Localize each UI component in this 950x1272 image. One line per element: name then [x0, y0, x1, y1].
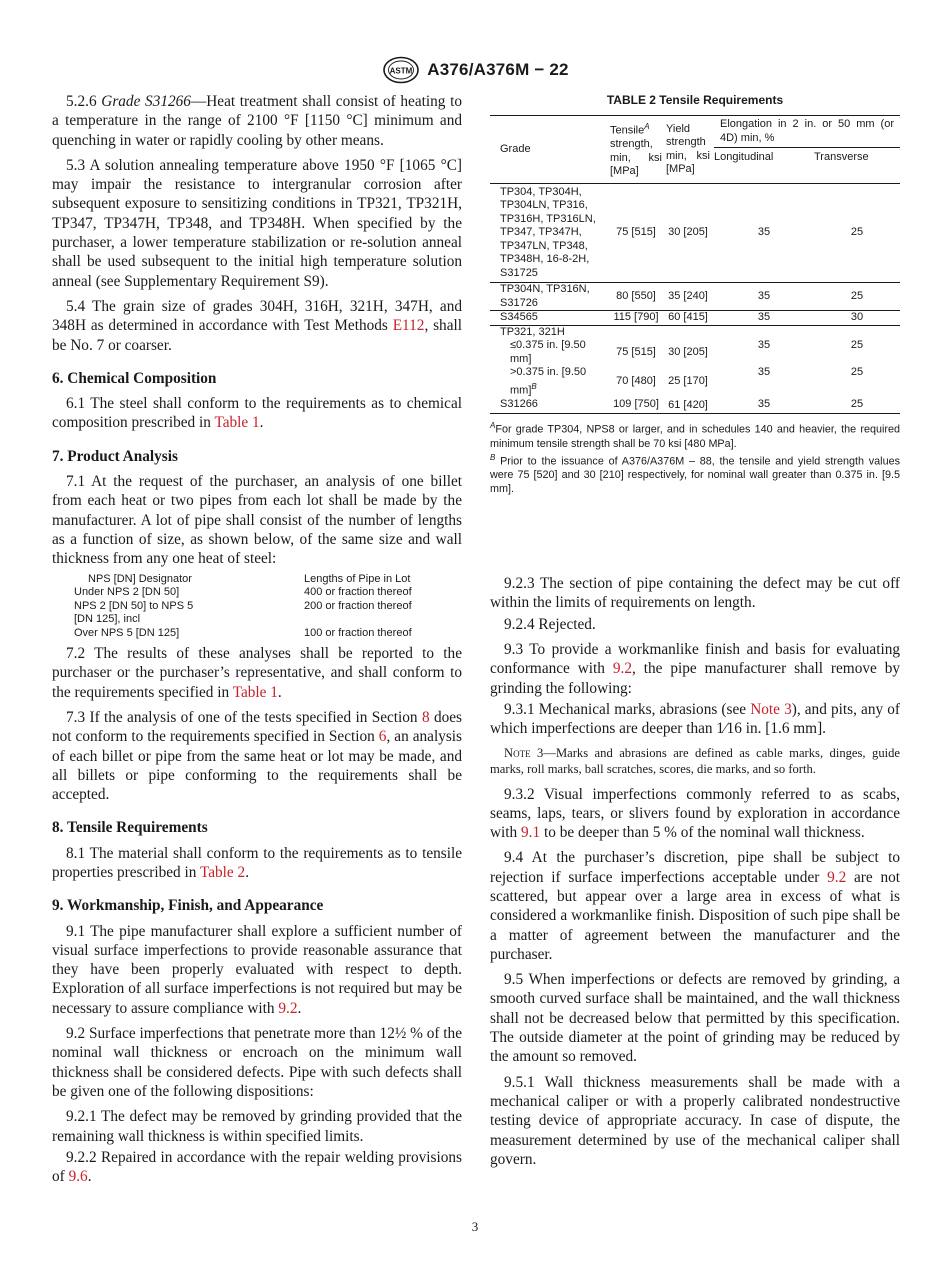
note-3: Note 3—Marks and abrasions are defined as cable marks, dinges, guide marks, roll marks, ball scratches, scores, die marks, and so forth.: [490, 745, 900, 776]
table-row: >0.375 in. [9.50 mm]$^B$ 70 [480] 25 [170] 35 25: [510, 366, 864, 397]
para-9-5-1: 9.5.1 Wall thickness measurements shall be made with a mechanical caliper or with a properly calibrated nondestructive testing device of appropriate accuracy. In case of dispute, the measurement determined by use of the mechanical caliper shall govern.: [490, 1073, 900, 1168]
table-row: Over NPS 5 [DN 125] 100 or fraction thereof: [74, 626, 412, 639]
para-6-1: 6.1 The steel shall conform to the requirements as to chemical composition prescribed in Table 1.: [52, 395, 462, 432]
ref-section-8-link[interactable]: 8: [421, 708, 430, 726]
page-header: [0, 56, 950, 84]
col-elongation-header: Elongation in 2 in. or 50 mm (or 4D) min, %: [714, 116, 900, 148]
para-7-2: 7.2 The results of these analyses shall be reported to the purchaser or the purchaser’s representative, and shall conform to the requirements specified in Table 1.: [52, 645, 462, 701]
ref-note-3-link[interactable]: Note 3: [750, 700, 792, 718]
para-7-3: 7.3 If the analysis of one of the tests specified in Section 8 does not conform to the requirements specified in Section 6, an analysis of each billet or pipe from the same heat or lot may be made, and all billets or pipe conforming to the requirements shall be accepted.: [52, 708, 462, 804]
table-row: [DN 125], incl: [74, 613, 141, 626]
astm-logo-text: ASTM: [389, 66, 413, 76]
para-9-5: 9.5 When imperfections or defects are removed by grinding, a smooth curved surface shall be maintained, and the wall thickness shall not be decreased below that permitted by this specification. The outside diameter at the point of grinding may be reduced by the amount so removed.: [490, 971, 900, 1066]
para-9-4: 9.4 At the purchaser’s discretion, pipe shall be subject to rejection if surface imperfections acceptable under 9.2 are not scattered, but appear over a large area in excess of what is considered a workmanlike finish. Disposition of such pipe shall be a matter of agreement between the manufacturer and the purchaser.: [490, 849, 900, 963]
para-9-2-1: 9.2.1 The defect may be removed by grinding provided that the remaining wall thickness is within specified limits.: [52, 1108, 462, 1145]
para-9-3-1: 9.3.1 Mechanical marks, abrasions (see Note 3), and pits, any of which imperfections are deeper than 1⁄16 in. [1.6 mm].: [490, 700, 900, 738]
table-header-row: [490, 116, 900, 148]
col-tensile-header: Tensile$^A$ strength, min, ksi [MPa]: [610, 116, 662, 184]
para-5-4: 5.4 The grain size of grades 304H, 316H, 321H, 347H, and 348H as determined in accordance with Test Methods E112, shall be No. 7 or coarser.: [52, 297, 462, 354]
col-transverse-header: Transverse: [814, 148, 900, 184]
table-footnote-b: $^B$ Prior to the issuance of A376/A376M – 88, the tensile and yield strength values were 75 [520] and 30 [210] respectively, for nominal wall greater than 0.375 in. [9.5 mm].: [490, 453, 900, 495]
para-9-2-4: 9.2.4 Rejected.: [504, 615, 596, 633]
table-2-title: TABLE 2 Tensile Requirements: [606, 93, 784, 107]
table-footnote-a: $^A$For grade TP304, NPS8 or larger, and in schedules 140 and heavier, the required minimum tensile strength shall be 70 ksi [480 MPa].: [490, 421, 900, 450]
nps-table-header: NPS [DN] Designator Lengths of Pipe in Lot: [88, 572, 411, 585]
table-row: ≤0.375 in. [9.50 mm] 75 [515] 30 [205] 35 25: [510, 339, 864, 365]
para-9-2-2: 9.2.2 Repaired in accordance with the repair welding provisions of 9.6.: [52, 1148, 462, 1186]
right-column: [490, 92, 900, 1175]
para-5-2-6: 5.2.6 Grade S31266—Heat treatment shall consist of heating to a temperature in the range of 2100 °F [1150 °C] minimum and quenching in water or rapidly cooling by other means.: [52, 93, 462, 149]
ref-e112-link[interactable]: E112: [392, 317, 425, 335]
para-5-3: 5.3 A solution annealing temperature above 1950 °F [1065 °C] may impair the resistance to intergranular corrosion after subsequent exposure to sensitizing conditions in TP321, TP321H, TP347, TP347H, TP348, and TP348H. When specified by the purchaser, a lower temperature stabilization or re-solution anneal shall be used subsequent to the initial high temperature solution anneal (see Supplementary Requirement S9).: [52, 156, 462, 290]
ref-9-2-link[interactable]: 9.2: [278, 999, 298, 1017]
para-9-3: 9.3 To provide a workmanlike finish and basis for evaluating conformance with 9.2, the pipe manufacturer shall remove by grinding the following:: [490, 641, 900, 697]
heading-chemical-composition: 6. Chemical Composition: [52, 369, 217, 387]
tensile-requirements-table: [490, 115, 900, 414]
column-spacer: [490, 496, 900, 574]
ref-table-1-link[interactable]: Table 1: [214, 414, 260, 432]
ref-table-2-link[interactable]: Table 2: [199, 864, 246, 881]
para-9-1: 9.1 The pipe manufacturer shall explore a sufficient number of visual surface imperfections to provide reasonable assurance that they have been properly evaluated with respect to depth. Exploration of all surface imperfections is not required but may be necessary to assure compliance with 9.2.: [52, 922, 462, 1017]
table-row: Under NPS 2 [DN 50] 400 or fraction thereof: [74, 586, 412, 599]
table-row: TP304N, TP316N, S31726 80 [550] 35 [240] 35 25: [490, 283, 900, 311]
ref-table-1-link[interactable]: Table 1: [232, 683, 278, 701]
ref-9-6-link[interactable]: 9.6: [68, 1168, 88, 1186]
table-row: S34565 115 [790] 60 [415] 35 30: [490, 311, 900, 326]
page-number: 3: [471, 1219, 479, 1234]
para-8-1: 8.1 The material shall conform to the requirements as to tensile properties prescribed in Table 2.: [52, 844, 462, 881]
col-longitudinal-header: Longitudinal: [714, 148, 814, 184]
heading-workmanship: 9. Workmanship, Finish, and Appearance: [52, 897, 324, 915]
para-9-3-2: 9.3.2 Visual imperfections commonly referred to as scabs, seams, laps, tears, or slivers found by exploration in accordance with 9.1 to be deeper than 5 % of the nominal wall thickness.: [490, 785, 900, 842]
ref-9-2-link[interactable]: 9.2: [827, 868, 847, 886]
ref-9-1-link[interactable]: 9.1: [521, 824, 541, 842]
para-9-2: 9.2 Surface imperfections that penetrate more than 12½ % of the nominal wall thickness or encroach on the minimum wall thickness shall be considered defects. Pipe with such defects shall be given one of the following dispositions:: [52, 1025, 462, 1100]
table-row: TP321, 321H: [490, 325, 900, 339]
astm-logo-icon: [381, 56, 421, 84]
col-yield-header: Yield strength min, ksi [MPa]: [662, 116, 714, 184]
table-row: NPS 2 [DN 50] to NPS 5 200 or fraction thereof: [74, 599, 412, 612]
table-row: S31266 109 [750] 61 [420] 35 25: [490, 398, 900, 414]
nps-lot-table: [52, 573, 462, 641]
left-column: [52, 92, 462, 1192]
para-9-2-3: 9.2.3 The section of pipe containing the defect may be cut off within the limits of requirements on length.: [490, 575, 900, 612]
heading-product-analysis: 7. Product Analysis: [52, 447, 178, 465]
col-grade-header: Grade: [490, 116, 610, 184]
document-id: A376/A376M − 22: [427, 60, 569, 79]
ref-9-2-link[interactable]: 9.2: [612, 660, 633, 678]
table-row: TP304, TP304H, TP304LN, TP316, TP316H, TP316LN, TP347, TP347H, TP347LN, TP348, TP348H, 16-8-2H, S31725 75 [515] 30 [205] 35 25: [490, 183, 900, 283]
heading-tensile-requirements: 8. Tensile Requirements: [52, 819, 208, 837]
para-7-1: 7.1 At the request of the purchaser, an analysis of one billet from each heat or two pipes from each lot shall be made by the manufacturer. A lot of pipe shall consist of the number of lengths as a function of size, as shown below, of the same size and wall thickness from any one heat of steel:: [52, 473, 462, 568]
ref-section-6-link[interactable]: 6: [378, 728, 387, 746]
